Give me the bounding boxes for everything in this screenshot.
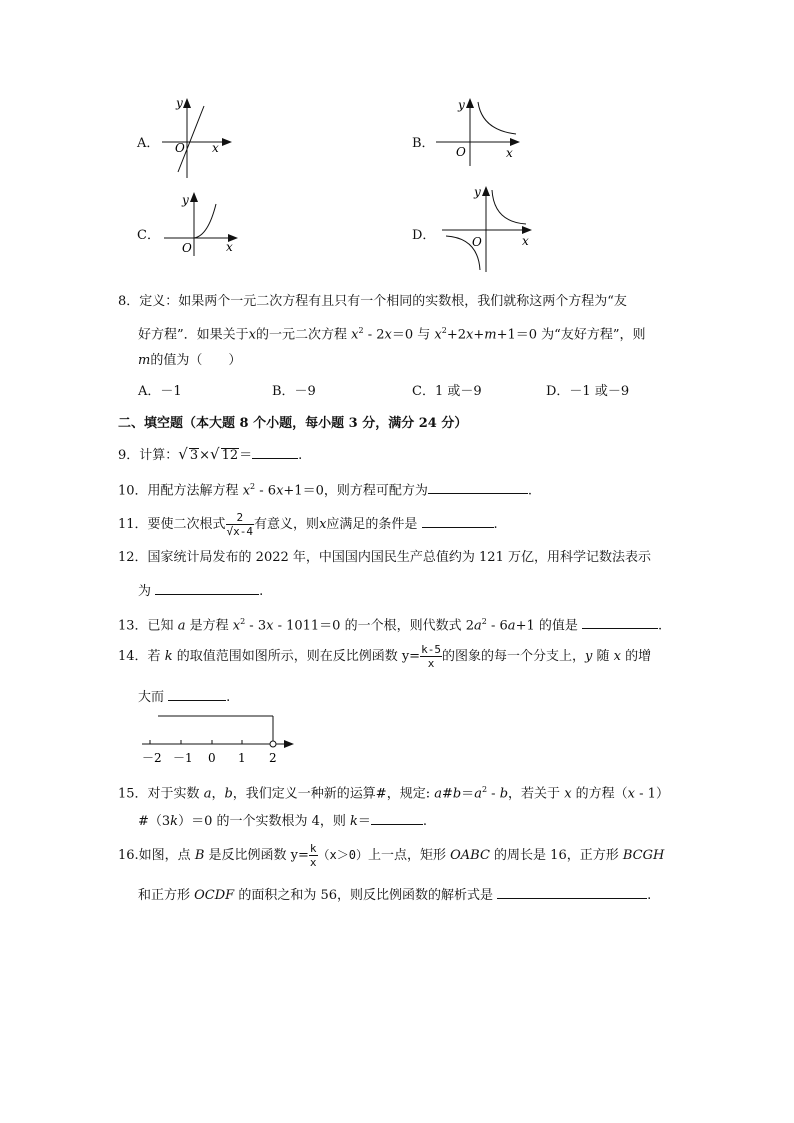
q14-line1: 14．若 k 的取值范围如图所示，则在反比例函数 y= $\frac{k-5}{x}$ 的图象的每一个分支上，y 随 x 的增	[118, 643, 652, 670]
q15-blank	[371, 812, 423, 825]
tick-neg2: －2	[142, 751, 162, 765]
graph-b-origin: O	[456, 145, 466, 159]
q8-option-c: C．1 或－9	[412, 384, 482, 399]
tick-0: 0	[208, 751, 216, 765]
graph-d-x-label: x	[522, 234, 529, 248]
q16-line2: 和正方形 OCDF 的面积之和为 56，则反比例函数的解析式是 .	[138, 888, 652, 903]
q14-line2: 大而 .	[138, 690, 231, 705]
tick-1: 1	[238, 751, 246, 765]
graph-a-origin: O	[175, 141, 185, 155]
q8-line1: 8．定义：如果两个一元二次方程有且只有一个相同的实数根，我们就称这两个方程为“友	[118, 294, 627, 309]
q11: 11．要使二次根式 $\frac{2}{√x-4}$ 有意义，则x应满足的条件是 .	[118, 511, 498, 538]
q16-line1: 16.如图，点 B 是反比例函数 y= $\frac{k}{x}$ （x＞0）上一点，矩形 OABC 的周长是 16，正方形 BCGH	[118, 842, 665, 869]
option-c-label: C．	[137, 228, 160, 243]
option-d-label: D．	[412, 228, 436, 243]
q9: 9．计算：√ 3×√ 12＝ .	[118, 445, 303, 463]
q12-line2: 为 .	[138, 584, 264, 599]
graph-b-y-label: y	[458, 98, 465, 112]
q12-line1: 12．国家统计局发布的 2022 年，中国国内国民生产总值约为 121 万亿，用科学记数法表示	[118, 550, 651, 565]
graph-d-y-label: y	[474, 185, 481, 199]
q16-blank	[497, 886, 647, 899]
q15-line1: 15．对于实数 a，b，我们定义一种新的运算#，规定: $a\#b=a^2 - b$，若关于 x 的方程（x - 1）	[118, 785, 669, 802]
q13: 13．已知 a 是方程 $x^2 - 3x - 1011=0$ 的一个根，则代数式 $2a^2 - 6a+1$ 的值是 .	[118, 617, 663, 634]
graph-a-y-label: y	[176, 96, 183, 110]
tick-neg1: －1	[173, 751, 193, 765]
graph-d	[442, 184, 534, 274]
graph-a	[162, 96, 234, 178]
q11-blank	[422, 515, 494, 528]
q10: 10．用配方法解方程 $x^2 - 6x+1=0$，则方程可配方为 .	[118, 482, 532, 499]
q15-line2: #（3k）＝0 的一个实数根为 4，则 k＝ .	[138, 814, 428, 829]
q12-blank	[155, 582, 259, 595]
q8-line3: m的值为（ ）	[138, 353, 242, 368]
number-line	[138, 708, 298, 768]
graph-c-x-label: x	[226, 240, 233, 254]
graph-d-origin: O	[472, 235, 482, 249]
q13-blank	[582, 616, 658, 629]
graph-c-y-label: y	[182, 193, 189, 207]
option-a-label: A．	[137, 136, 160, 151]
q8-option-b: B．－9	[272, 384, 316, 399]
graph-c-origin: O	[182, 241, 192, 255]
graph-c	[164, 190, 240, 258]
q10-blank	[428, 481, 528, 494]
q14-blank	[168, 688, 226, 701]
q8-option-a: A．－1	[138, 384, 182, 399]
graph-b-x-label: x	[506, 146, 513, 160]
tick-2: 2	[269, 751, 277, 765]
graph-b	[436, 96, 522, 168]
section-heading: 二、填空题（本大题 8 个小题，每小题 3 分，满分 24 分）	[118, 416, 468, 431]
q8-line2: 好方程”．如果关于x的一元二次方程 $x^2 - 2x=0$ 与 $x^2+2x+m+1=0$ 为“友好方程”，则	[138, 326, 646, 343]
q9-blank	[252, 446, 298, 459]
graph-a-x-label: x	[212, 141, 219, 155]
q8-option-d: D．－1 或－9	[546, 384, 630, 399]
option-b-label: B．	[412, 136, 435, 151]
